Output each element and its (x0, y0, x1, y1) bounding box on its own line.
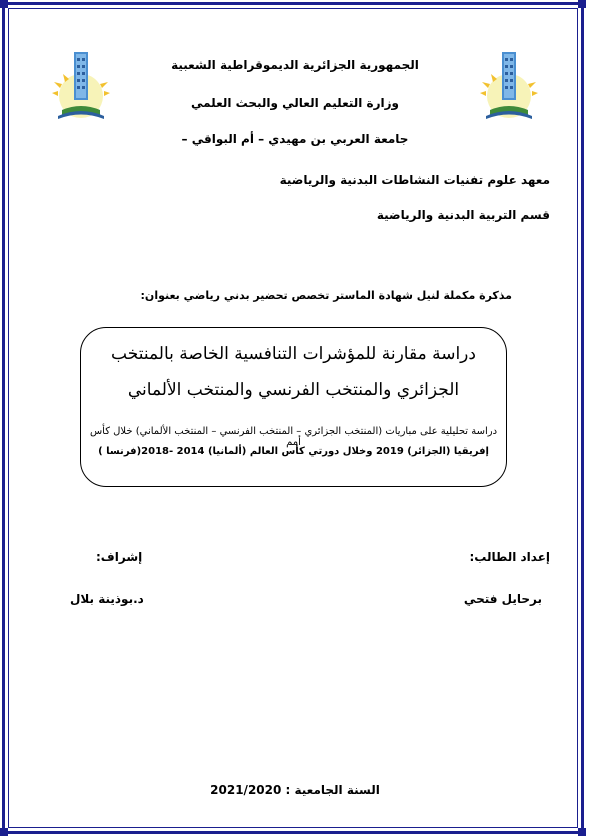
frame-corner (578, 0, 586, 8)
department-heading: قسم التربية البدنية والرياضية (376, 208, 550, 222)
memo-intro: مذكرة مكملة لنيل شهادة الماستر تخصص تحضير بدني رياضي بعنوان: (140, 289, 512, 302)
thesis-title-line-1: دراسة مقارنة للمؤشرات التنافسية الخاصة بالمنتخب (111, 344, 476, 364)
thesis-title-box (80, 327, 507, 487)
university-logo-icon (48, 44, 114, 124)
university-logo-icon (476, 44, 542, 124)
student-label: إعداد الطالب: (469, 550, 550, 564)
supervisor-name: د.بوذينة بلال (70, 592, 144, 606)
frame-corner (0, 828, 8, 836)
thesis-subtitle-line-2: إفريقيا (الجزائر) 2019 وخلال دورتي كأس العالم (ألمانيا) 2014 -2018(فرنسا ) (98, 446, 489, 457)
university-heading: جامعة العربي بن مهيدي – أم البواقي – (181, 132, 409, 146)
frame-corner (0, 0, 8, 8)
republic-heading: الجمهورية الجزائرية الديموقراطية الشعبية (171, 58, 419, 72)
frame-corner (578, 828, 586, 836)
thesis-subtitle-line-1: دراسة تحليلية على مباريات (المنتخب الجزائري – المنتخب الفرنسي – المنتخب الألماني) خلال كأس أمم (89, 426, 498, 448)
institute-heading: معهد علوم تفنيات النشاطات البدنية والرياضية (279, 173, 550, 187)
academic-year: السنة الجامعية : 2021/2020 (210, 783, 380, 797)
supervisor-label: إشراف: (96, 550, 143, 564)
thesis-title-line-2: الجزائري والمنتخب الفرنسي والمنتخب الألماني (127, 380, 460, 400)
ministry-heading: وزارة التعليم العالي والبحث العلمي (190, 96, 400, 110)
student-name: برحايل فتحي (463, 592, 542, 606)
